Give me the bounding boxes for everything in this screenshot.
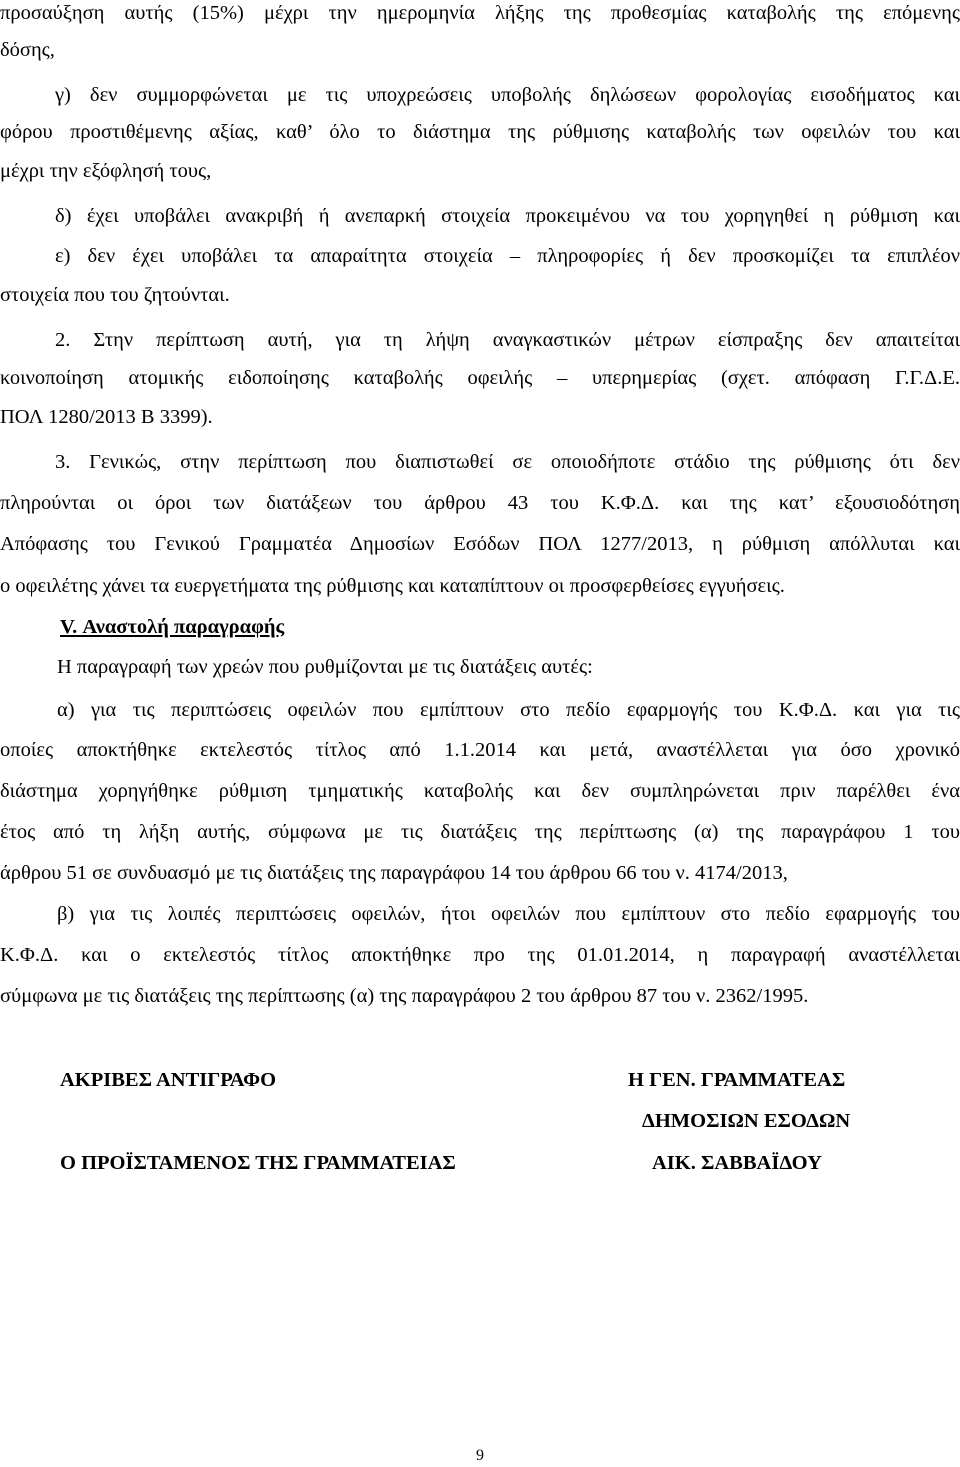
paragraph-line: κοινοποίηση ατομικής ειδοποίησης καταβολής οφειλής – υπερημερίας (σχετ. απόφαση Γ.Γ.Δ.Ε. [0,367,960,389]
paragraph-line: πληρούνται οι όροι των διατάξεων του άρθρου 43 του Κ.Φ.Δ. και της κατ’ εξουσιοδότηση [0,492,960,514]
signature-public-revenue: ΔΗΜΟΣΙΩΝ ΕΣΟΔΩΝ [642,1110,851,1132]
paragraph-line: γ) δεν συμμορφώνεται με τις υποχρεώσεις υποβολής δηλώσεων φορολογίας εισοδήματος και [55,84,960,106]
page-number: 9 [476,1447,484,1464]
paragraph-line: μέχρι την εξόφλησή τους, [0,160,212,182]
signature-head-of-secretariat: Ο ΠΡΟΪΣΤΑΜΕΝΟΣ ΤΗΣ ΓΡΑΜΜΑΤΕΙΑΣ [60,1152,456,1174]
paragraph-line: ο οφειλέτης χάνει τα ευεργετήματα της ρύθμισης και καταπίπτουν οι προσφερθείσες εγγυήσεις. [0,575,785,597]
paragraph-line: ε) δεν έχει υποβάλει τα απαραίτητα στοιχεία – πληροφορίες ή δεν προσκομίζει τα επιπλέον [55,245,960,267]
paragraph-line: διάστημα χορηγήθηκε ρύθμιση τμηματικής καταβολής και δεν συμπληρώνεται πριν παρέλθει ένα [0,780,960,802]
paragraph-line: οποίες αποκτήθηκε εκτελεστός τίτλος από 1.1.2014 και μετά, αναστέλλεται για όσο χρονικό [0,739,960,761]
paragraph-line: Απόφασης του Γενικού Γραμματέα Δημοσίων Εσόδων ΠΟΛ 1277/2013, η ρύθμιση απόλλυται και [0,533,960,555]
section-heading: V. Αναστολή παραγραφής [60,616,285,638]
paragraph-line: έτος από τη λήξη αυτής, σύμφωνα με τις διατάξεις της περίπτωσης (α) της παραγράφου 1 του [0,821,960,843]
paragraph-line: στοιχεία που του ζητούνται. [0,284,230,306]
paragraph-line: φόρου προστιθέμενης αξίας, καθ’ όλο το διάστημα της ρύθμισης καταβολής των οφειλών του και [0,121,960,143]
paragraph-line: δόσης, [0,39,55,61]
paragraph-line: β) για τις λοιπές περιπτώσεις οφειλών, ήτοι οφειλών που εμπίπτουν στο πεδίο εφαρμογής του [57,903,960,925]
signature-name: ΑΙΚ. ΣΑΒΒΑΪΔΟΥ [652,1152,822,1174]
paragraph-line: δ) έχει υποβάλει ανακριβή ή ανεπαρκή στοιχεία προκειμένου να του χορηγηθεί η ρύθμιση και [55,205,960,227]
paragraph-line: α) για τις περιπτώσεις οφειλών που εμπίπτουν στο πεδίο εφαρμογής του Κ.Φ.Δ. και για τις [57,699,960,721]
paragraph-line: προσαύξηση αυτής (15%) μέχρι την ημερομηνία λήξης της προθεσμίας καταβολής της επόμενης [0,2,960,24]
paragraph-line: Κ.Φ.Δ. και ο εκτελεστός τίτλος αποκτήθηκε προ της 01.01.2014, η παραγραφή αναστέλλεται [0,944,960,966]
paragraph-line: σύμφωνα με τις διατάξεις της περίπτωσης (α) της παραγράφου 2 του άρθρου 87 του ν. 2362/1995. [0,985,809,1007]
paragraph-line: ΠΟΛ 1280/2013 Β 3399). [0,406,213,428]
paragraph-line: άρθρου 51 σε συνδυασμό με τις διατάξεις της παραγράφου 14 του άρθρου 66 του ν. 4174/2013, [0,862,788,884]
signature-certified-copy: ΑΚΡΙΒΕΣ ΑΝΤΙΓΡΑΦΟ [60,1069,277,1091]
signature-secretary-general-title: Η ΓΕΝ. ΓΡΑΜΜΑΤΕΑΣ [628,1069,846,1091]
paragraph-line: 2. Στην περίπτωση αυτή, για τη λήψη αναγκαστικών μέτρων είσπραξης δεν απαιτείται [55,329,960,351]
paragraph-line: 3. Γενικώς, στην περίπτωση που διαπιστωθεί σε οποιοδήποτε στάδιο της ρύθμισης ότι δεν [55,451,960,473]
paragraph-line: Η παραγραφή των χρεών που ρυθμίζονται με τις διατάξεις αυτές: [57,656,593,678]
